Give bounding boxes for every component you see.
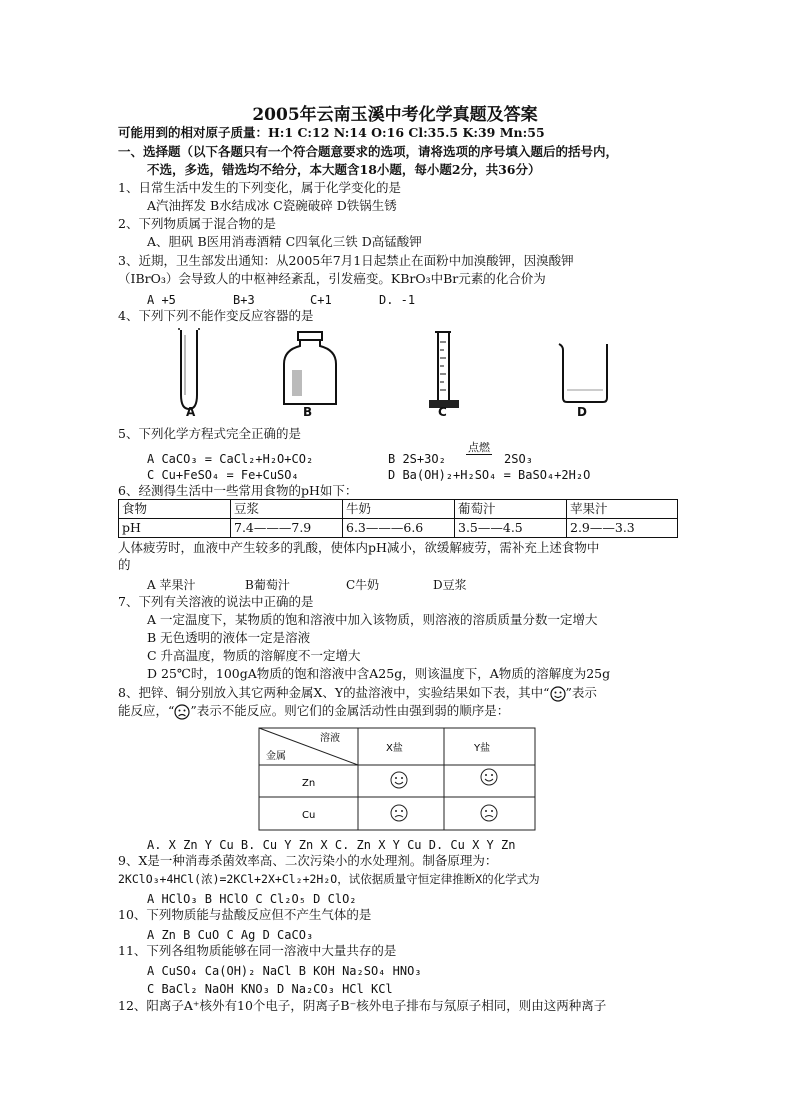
q7-stem: 7、下列有关溶液的说法中正确的是 — [118, 594, 314, 609]
q3-stem-cont: （IBrO₃）会导致人的中枢神经紊乱，引发癌变。KBrO₃中Br元素的化合价为 — [118, 271, 546, 286]
table-cell: 6.3———6.6 — [343, 519, 455, 538]
q12-stem: 12、阳离子A⁺核外有10个电子，阴离子B⁻核外电子排布与氖原子相同，则由这两种离子 — [118, 998, 607, 1013]
smiley-face-icon — [391, 772, 407, 788]
q8-stem-text: 8、把锌、铜分别放入其它两种金属X、Y的盐溶液中，实验结果如下表，其中“ — [118, 685, 550, 700]
table-cell: 牛奶 — [343, 500, 455, 519]
q2-options: A、胆矾 B医用消毒酒精 C四氧化三铁 D高锰酸钾 — [147, 234, 422, 249]
corner-metal-label: 金属 — [266, 751, 286, 762]
q7-option-b: B 无色透明的液体一定是溶液 — [147, 630, 311, 645]
q11-options-row1: A CuSO₄ Ca(OH)₂ NaCl B KOH Na₂SO₄ HNO₃ — [147, 964, 422, 978]
q7-option-d: D 25℃时，100gA物质的饱和溶液中含A25g，则该温度下，A物质的溶解度为25g — [147, 666, 611, 681]
q10-options: A Zn B CuO C Ag D CaCO₃ — [147, 928, 314, 942]
q5-reaction-condition: 点燃 — [468, 441, 490, 454]
q8-stem-cont — [118, 703, 509, 720]
beaker-figure — [555, 340, 615, 406]
q8-stem-text: ”表示不能反应。则它们的金属活动性由强到弱的顺序是： — [190, 703, 510, 718]
q6-option-b: B葡萄汁 — [245, 578, 290, 592]
smiley-face-icon — [550, 686, 566, 702]
q9-equation: 2KClO₃+4HCl(浓)=2KCl+2X+Cl₂+2H₂O，试依据质量守恒定律推断X的化学式为 — [118, 872, 540, 886]
q1-options: A汽油挥发 B水结成冰 C瓷碗破碎 D铁锅生锈 — [147, 198, 397, 213]
smiley-face-icon — [481, 769, 497, 785]
q8-options: A. X Zn Y Cu B. Cu Y Zn X C. Zn X Y Cu D. Cu X Y Zn — [147, 838, 516, 852]
q1-stem: 1、日常生活中发生的下列变化，属于化学变化的是 — [118, 180, 401, 195]
q10-stem: 10、下列物质能与盐酸反应但不产生气体的是 — [118, 907, 372, 922]
reagent-bottle-figure — [278, 330, 342, 408]
q6-stem: 6、经测得生活中一些常用食物的pH如下： — [118, 483, 358, 498]
vessel-label-a: A — [186, 405, 196, 419]
q8-stem — [118, 685, 597, 702]
q11-options-row2: C BaCl₂ NaOH KNO₃ D Na₂CO₃ HCl KCl — [147, 982, 393, 996]
q11-stem: 11、下列各组物质能够在同一溶液中大量共存的是 — [118, 943, 397, 958]
q6-option-a: A 苹果汁 — [147, 578, 196, 592]
q3-option-c: C+1 — [310, 293, 332, 307]
q5-option-a: A CaCO₃ = CaCl₂+H₂O+CO₂ — [147, 452, 314, 466]
q6-text-cont: 的 — [118, 557, 131, 572]
q8-stem-text: 能反应，“ — [118, 703, 175, 718]
table-row — [119, 500, 678, 519]
table-cell: 3.5——4.5 — [455, 519, 567, 538]
q3-stem: 3、近期，卫生部发出通知：从2005年7月1日起禁止在面粉中加溴酸钾，因溴酸钾 — [118, 253, 574, 268]
test-tube-figure — [170, 325, 210, 415]
table-cell: 7.4———7.9 — [231, 519, 343, 538]
table-cell: pH — [119, 519, 231, 538]
row-zn: Zn — [302, 778, 316, 789]
q2-stem: 2、下列物质属于混合物的是 — [118, 216, 276, 231]
q3-option-b: B+3 — [233, 293, 255, 307]
q5-option-b-pre: B 2S+3O₂ — [388, 452, 446, 466]
q5-option-b-post: 2SO₃ — [504, 452, 533, 466]
sad-face-icon — [391, 805, 407, 821]
q4-stem: 4、下列下列不能作变反应容器的是 — [118, 308, 314, 323]
q6-text: 人体疲劳时，血液中产生较多的乳酸，使体内pH减小，欲缓解疲劳，需补充上述食物中 — [118, 540, 600, 555]
q6-option-d: D豆浆 — [433, 578, 467, 592]
section-heading: 一、选择题（以下各题只有一个符合题意要求的选项，请将选项的序号填入题后的括号内， — [118, 144, 619, 159]
q9-options: A HClO₃ B HClO C Cl₂O₅ D ClO₂ — [147, 892, 357, 906]
table-row — [119, 519, 678, 538]
q3-option-d: D. -1 — [379, 293, 416, 307]
vessel-label-c: C — [438, 405, 447, 419]
vessel-label-b: B — [303, 405, 313, 419]
table-cell: 豆浆 — [231, 500, 343, 519]
atomic-masses: 可能用到的相对原子质量：H:1 C:12 N:14 O:16 Cl:35.5 K:39 Mn:55 — [118, 125, 545, 140]
q7-option-a: A 一定温度下，某物质的饱和溶液中加入该物质，则溶液的溶质质量分数一定增大 — [147, 612, 598, 627]
row-cu: Cu — [302, 810, 316, 821]
column-y-salt: Y盐 — [474, 743, 491, 754]
column-x-salt: X盐 — [386, 743, 403, 754]
corner-solution-label: 溶液 — [320, 733, 340, 744]
metal-reaction-table — [258, 727, 538, 832]
q6-option-c: C牛奶 — [346, 578, 380, 592]
table-cell: 食物 — [119, 500, 231, 519]
q5-stem: 5、下列化学方程式完全正确的是 — [118, 426, 301, 441]
q7-option-c: C 升高温度，物质的溶解度不一定增大 — [147, 648, 361, 663]
section-heading-cont: 不选，多选，错选均不给分，本大题含18小题，每小题2分，共36分） — [147, 162, 541, 177]
q5-option-d: D Ba(OH)₂+H₂SO₄ = BaSO₄+2H₂O — [388, 468, 591, 482]
page-title: 2005年云南玉溪中考化学真题及答案 — [252, 105, 538, 125]
ph-table — [118, 499, 678, 538]
q3-option-a: A +5 — [147, 293, 176, 307]
sad-face-icon — [481, 805, 497, 821]
q9-stem: 9、X是一种消毒杀菌效率高、二次污染小的水处理剂。制备原理为： — [118, 853, 498, 868]
q8-stem-text: ”表示 — [565, 685, 597, 700]
table-cell: 苹果汁 — [567, 500, 678, 519]
table-cell: 葡萄汁 — [455, 500, 567, 519]
table-cell: 2.9——3.3 — [567, 519, 678, 538]
vessel-label-d: D — [577, 405, 587, 419]
graduated-cylinder-figure — [425, 328, 465, 412]
sad-face-icon — [174, 704, 190, 720]
q5-option-c: C Cu+FeSO₄ = Fe+CuSO₄ — [147, 468, 299, 482]
